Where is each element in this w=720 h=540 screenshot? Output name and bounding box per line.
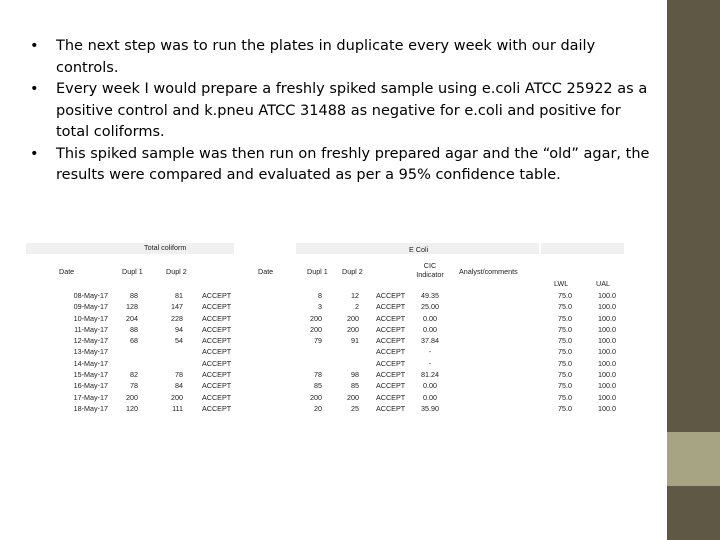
table-cell: 100.0 [598, 291, 616, 300]
sidebar-stripe-top [667, 0, 720, 432]
status-cell: ACCEPT [202, 358, 232, 368]
table-cell: 2 [355, 302, 359, 312]
table-cell: - [428, 358, 432, 368]
table-cell: 20 [314, 403, 322, 413]
ual-column [586, 290, 616, 414]
table-cell: 12 [351, 291, 359, 300]
table-cell: 200 [310, 313, 322, 323]
limits-header-band [541, 243, 624, 254]
total-coliform-header-band [26, 243, 234, 254]
status-cell: ACCEPT [376, 313, 406, 323]
dupl2-column [158, 290, 183, 414]
table-cell: 78 [175, 370, 183, 380]
table-cell: 78 [314, 370, 322, 380]
table-cell: 17-May-17 [73, 392, 108, 402]
table-cell: 8 [318, 291, 322, 300]
table-cell: 111 [172, 403, 183, 413]
table-cell: 200 [126, 392, 138, 402]
status-cell: ACCEPT [376, 381, 406, 391]
table-cell: 120 [126, 403, 138, 413]
table-cell: 09-May-17 [73, 302, 108, 312]
table-cell: 13-May-17 [73, 347, 108, 357]
table-cell: 200 [310, 324, 322, 334]
table-cell: 81.24 [421, 370, 439, 380]
table-cell: 204 [126, 313, 138, 323]
table-cell: 16-May-17 [73, 381, 108, 391]
table-cell [335, 346, 359, 357]
table-cell: 0.00 [423, 381, 437, 391]
status-cell: ACCEPT [376, 347, 406, 357]
table-cell: 25 [351, 403, 359, 413]
table-cell: 37.84 [421, 336, 439, 346]
table-cell: 91 [351, 336, 359, 346]
results-table [26, 241, 624, 414]
table-cell: 85 [351, 381, 359, 391]
status-cell: ACCEPT [202, 347, 232, 357]
table-cell: 75.0 [558, 347, 572, 357]
status-cell: ACCEPT [202, 302, 232, 312]
total-status-column [202, 290, 242, 414]
table-cell: 75.0 [558, 336, 572, 346]
cic-indicator-column [414, 290, 446, 414]
ecoli-status-column [376, 290, 416, 414]
table-cell: 85 [314, 381, 322, 391]
status-cell: ACCEPT [202, 336, 232, 346]
table-cell: 81 [175, 291, 183, 300]
table-cell: 75.0 [558, 313, 572, 323]
table-cell: 11-May-17 [74, 324, 108, 334]
table-cell: - [428, 347, 432, 357]
table-cell [158, 358, 183, 369]
bullet-text: Every week I would prepare a freshly spiked sample using e.coli ATCC 25922 as a positive control and k.pneu ATCC 31488 as negative for e.coli and positive for total coliforms. [56, 81, 648, 140]
table-cell: 100.0 [598, 392, 616, 402]
status-cell: ACCEPT [202, 370, 232, 380]
table-cell: 200 [347, 324, 359, 334]
table-cell: 88 [130, 291, 138, 300]
table-cell: 15-May-17 [73, 370, 108, 380]
table-cell: 228 [171, 313, 183, 323]
table-cell: 12-May-17 [73, 336, 108, 346]
status-cell: ACCEPT [376, 324, 406, 334]
status-cell: ACCEPT [202, 313, 232, 323]
bullet-dot-icon: • [30, 81, 39, 97]
table-cell: 100.0 [598, 313, 616, 323]
status-cell: ACCEPT [376, 403, 406, 413]
table-cell: 200 [171, 392, 183, 402]
table-cell [114, 358, 138, 369]
table-cell: 0.00 [423, 392, 437, 402]
status-cell: ACCEPT [202, 324, 232, 334]
table-cell: 94 [175, 324, 183, 334]
table-cell: 08-May-17 [73, 291, 108, 300]
date-column [36, 290, 108, 414]
table-cell: 100.0 [598, 381, 616, 391]
ecoli-group-header: E Coli [409, 245, 429, 254]
table-cell: 75.0 [558, 370, 572, 380]
table-cell: 75.0 [558, 302, 572, 312]
table-cell: 100.0 [598, 370, 616, 380]
ecoli-dupl1-header: Dupl 1 [307, 267, 328, 276]
table-cell: 200 [347, 392, 359, 402]
ecoli-dupl2-column [335, 290, 359, 414]
table-cell: 14-May-17 [73, 358, 108, 368]
bullet-list [30, 36, 650, 187]
table-cell: 3 [318, 302, 322, 312]
table-cell: 75.0 [558, 381, 572, 391]
date2-header: Date [258, 267, 274, 276]
date-header: Date [59, 267, 75, 276]
table-cell: 82 [130, 370, 138, 380]
table-cell: 0.00 [423, 313, 437, 323]
table-cell: 79 [314, 336, 322, 346]
sidebar-stripe-bottom [667, 486, 720, 540]
status-cell: ACCEPT [376, 370, 406, 380]
table-cell: 128 [126, 302, 138, 312]
bullet-dot-icon: • [30, 38, 39, 54]
dupl1-header: Dupl 1 [122, 267, 143, 276]
table-cell: 100.0 [598, 403, 616, 413]
dupl1-column [114, 290, 138, 414]
table-cell [114, 346, 138, 357]
bullet-item [30, 79, 650, 144]
table-cell: 75.0 [558, 392, 572, 402]
status-cell: ACCEPT [376, 358, 406, 368]
table-cell [298, 346, 322, 357]
table-cell: 35.90 [421, 403, 439, 413]
table-cell: 18-May-17 [73, 403, 108, 413]
table-cell: 100.0 [598, 336, 616, 346]
bullet-dot-icon: • [30, 145, 39, 162]
table-cell [335, 358, 359, 369]
table-cell: 100.0 [598, 324, 616, 334]
status-cell: ACCEPT [376, 302, 406, 312]
table-cell: 100.0 [598, 347, 616, 357]
table-cell: 54 [175, 336, 183, 346]
table-cell: 147 [171, 302, 183, 312]
table-cell: 0.00 [423, 324, 437, 334]
status-cell: ACCEPT [376, 291, 406, 300]
table-cell [298, 358, 322, 369]
table-cell: 68 [130, 336, 138, 346]
bullet-item [30, 36, 650, 79]
lwl-column [544, 290, 572, 414]
table-cell: 88 [130, 324, 138, 334]
table-cell: 200 [310, 392, 322, 402]
bullet-text: The next step was to run the plates in duplicate every week with our daily controls. [56, 38, 596, 76]
table-cell: 25.00 [421, 302, 439, 312]
dupl2-header: Dupl 2 [166, 267, 187, 276]
table-cell [158, 346, 183, 357]
table-cell: 75.0 [558, 358, 572, 368]
table-cell: 49.35 [421, 291, 439, 300]
table-cell: 200 [347, 313, 359, 323]
ecoli-dupl2-header: Dupl 2 [342, 267, 363, 276]
bullet-item [30, 144, 650, 187]
table-cell: 100.0 [598, 302, 616, 312]
status-cell: ACCEPT [202, 403, 232, 413]
table-cell: 84 [175, 381, 183, 391]
analyst-comments-header: Analyst/comments [459, 267, 518, 276]
status-cell: ACCEPT [202, 381, 232, 391]
bullet-text: This spiked sample was then run on freshly prepared agar and the “old” agar, the results were compared and evaluated as per a 95% confidence table. [56, 145, 650, 183]
status-cell: ACCEPT [202, 291, 232, 300]
table-cell: 100.0 [598, 358, 616, 368]
table-cell: 98 [351, 370, 359, 380]
table-cell: 75.0 [558, 403, 572, 413]
ual-header: UAL [596, 279, 610, 288]
cic-indicator-header: CIC Indicator [416, 261, 444, 279]
lwl-header: LWL [554, 279, 569, 288]
status-cell: ACCEPT [202, 392, 232, 402]
table-cell: 10-May-17 [73, 313, 108, 323]
table-cell: 75.0 [558, 324, 572, 334]
ecoli-dupl1-column [298, 290, 322, 414]
total-coliform-group-header: Total coliform [144, 243, 187, 252]
status-cell: ACCEPT [376, 392, 406, 402]
sidebar-stripe-accent [667, 432, 720, 486]
table-cell: 78 [130, 381, 138, 391]
status-cell: ACCEPT [376, 336, 406, 346]
table-cell: 75.0 [558, 291, 572, 300]
